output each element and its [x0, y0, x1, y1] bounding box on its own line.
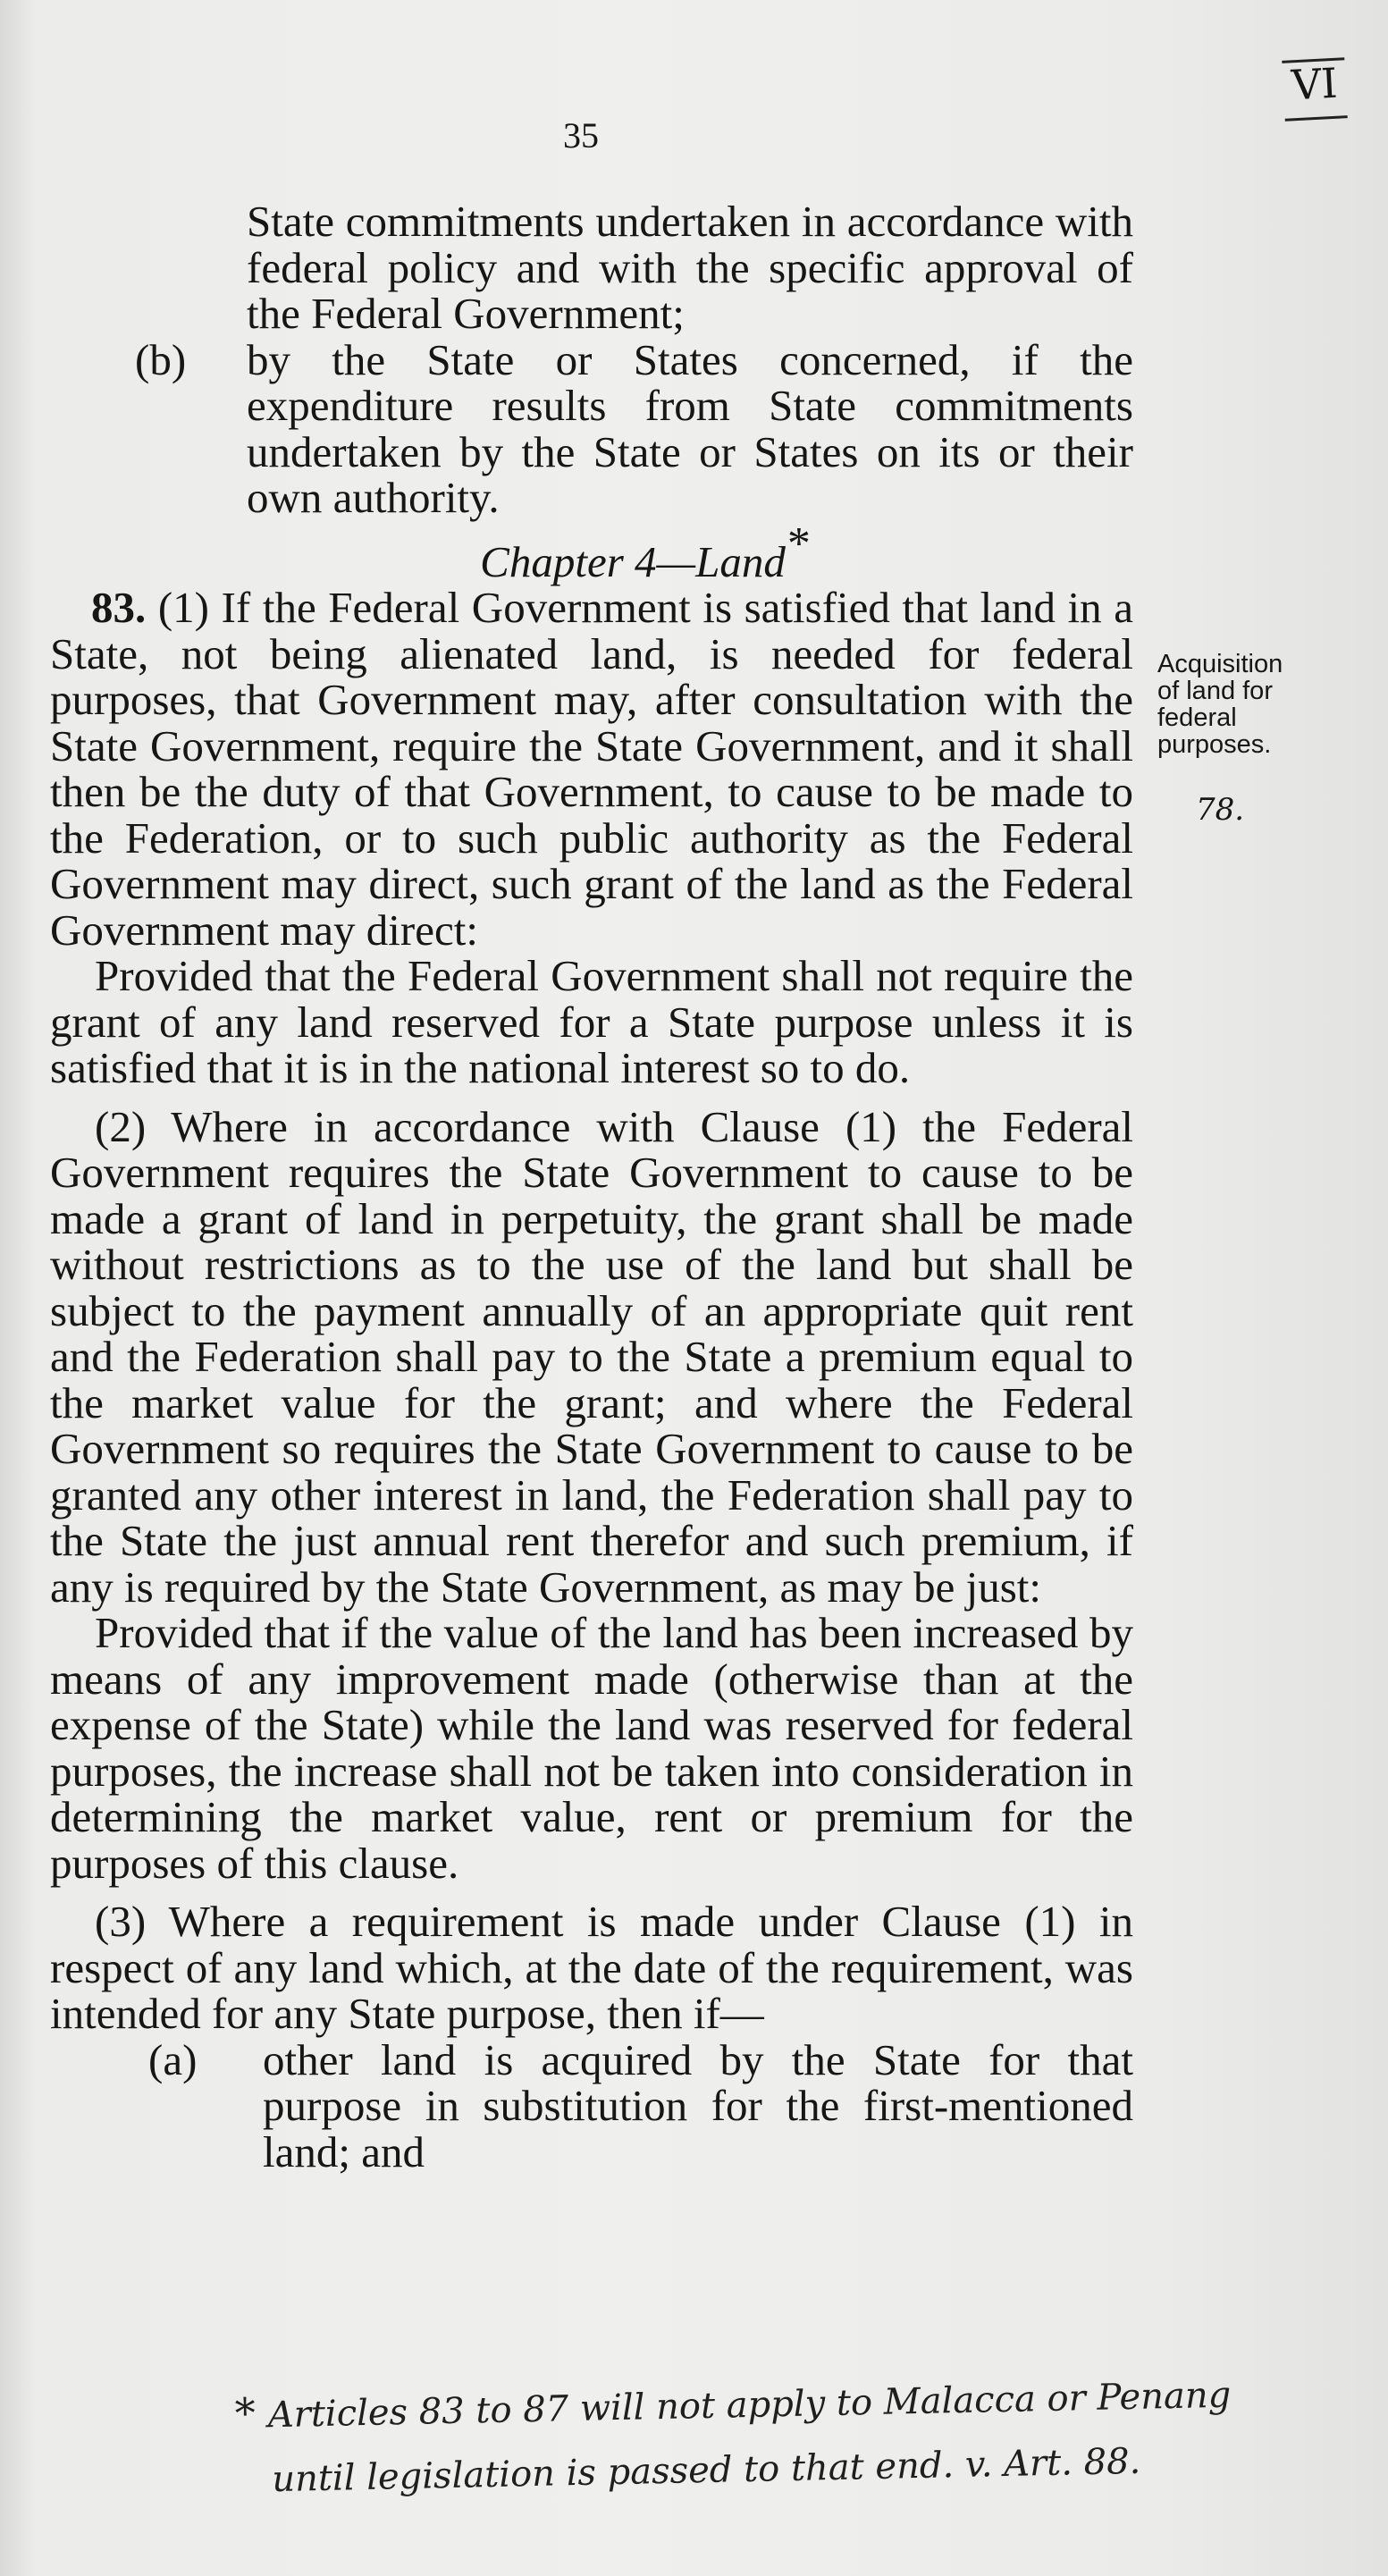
proviso-2: Provided that if the value of the land has been increased by means of any improvement made (otherwise than at the expense of the State) while the land was reserved for federal purposes, the increase shall not be taken into consideration in determining the market value, rent or premium for the purposes of this clause.	[50, 1608, 1133, 1888]
footnote-text-1: Articles 83 to 87 will not apply to Malacca or Penang	[267, 2374, 1232, 2437]
continuation-text: State commitments undertaken in accordance with federal policy and with the specific approval of the Federal Government;	[247, 197, 1133, 338]
handwritten-margin-reference: 78.	[1196, 792, 1245, 828]
footnote-asterisk-icon: *	[234, 2388, 257, 2437]
page-number: 35	[563, 115, 599, 156]
list-item-b-text: by the State or States concerned, if the expenditure results from State commitments undertaken by the State or States on its or their own authority.	[247, 334, 1133, 522]
article-83-clause-3: (3) Where a requirement is made under Clause (1) in respect of any land which, at the date of the requirement, was intended for any State purpose, then if—	[50, 1897, 1133, 2038]
chapter-heading	[50, 518, 1133, 586]
list-item-b	[50, 334, 1133, 522]
clause-1-text: (1) If the Federal Government is satisfied that land in a State, not being alienated land, is needed for federal purposes, that Government may, after consultation with the State Government, require the State Government, and it shall then be the duty of that Government, to cause to be made to the Federation, or to such public authority as the Federal Government may direct, such grant of the land as the Federal Government may direct:	[50, 583, 1134, 955]
proviso-1: Provided that the Federal Government shall not require the grant of any land reserved for a State purpose unless it is satisfied that it is in the national interest so to do.	[50, 951, 1133, 1092]
article-83-clause-1	[50, 585, 1133, 953]
handwritten-footnote	[234, 2359, 1309, 2513]
margin-note	[1157, 651, 1336, 758]
footnote-line-2: until legislation is passed to that end. v. Art. 88.	[271, 2440, 1141, 2501]
article-number: 83.	[91, 583, 147, 632]
list-item-a-text: other land is acquired by the State for that purpose in substitution for the first-mentioned land; and	[263, 2034, 1133, 2176]
chapter-heading-text: Chapter 4—Land	[480, 536, 786, 586]
footnote-star-icon: *	[787, 518, 811, 569]
list-item-a-label: (a)	[148, 2034, 198, 2084]
margin-note-line: Acquisition	[1157, 650, 1283, 678]
article-83-clause-2: (2) Where in accordance with Clause (1) the Federal Government requires the State Government to cause to be made a grant of land in perpetuity, the grant shall be made without restrictions as to the use of the land but shall be subject to the payment annually of an appropriate quit rent and the Federation shall pay to the State a premium equal to the market value for the grant; and where the Federal Government so requires the State Government to cause to be granted any other interest in land, the Federation shall pay to the State the just annual rent therefor and such premium, if any is required by the State Government, as may be just:	[50, 1101, 1133, 1612]
margin-note-line: federal	[1157, 703, 1237, 732]
list-item-b-label: (b)	[135, 334, 187, 384]
chapter-tab-marker: VI	[1282, 57, 1347, 122]
list-item-a	[50, 2034, 1133, 2176]
margin-note-line: purposes.	[1157, 730, 1272, 759]
main-text-column	[50, 198, 1133, 2175]
margin-note-line: of land for	[1157, 677, 1273, 705]
